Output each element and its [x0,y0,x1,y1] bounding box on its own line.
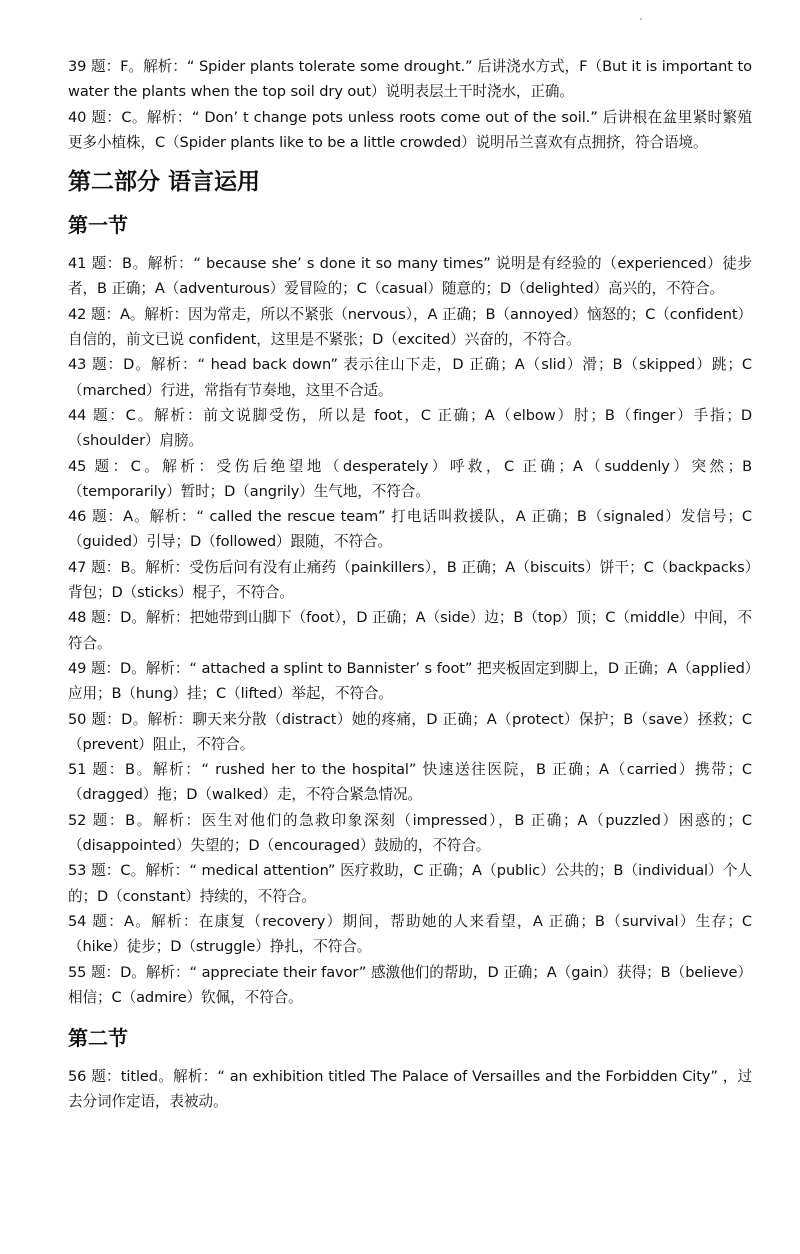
answer-item-41: 41 题：B。解析：“ because she’ s done it so many times” 说明是有经验的（experienced）徒步者，B 正确；A（adventurous）爱冒险的；C（casual）随意的；D（delighted）高兴的，不符合。 [68,255,752,298]
answer-item-56: 56 题：titled。解析：“ an exhibition titled The Palace of Versailles and the Forbidden City” ，过去分词作定语，表被动。 [68,1068,752,1111]
answer-item-50: 50 题：D。解析：聊天来分散（distract）她的疼痛，D 正确；A（protect）保护；B（save）拯救；C（prevent）阻止，不符合。 [68,710,752,753]
answer-item-52: 52 题：B。解析：医生对他们的急救印象深刻（impressed），B 正确；A（puzzled）困惑的；C（disappointed）失望的；D（encouraged）鼓励的，不符合。 [68,811,752,855]
answer-item-42: 42 题：A。解析：因为常走，所以不紧张（nervous），A 正确；B（annoyed）恼怒的；C（confident）自信的，前文已说 confident，这里是不紧张；D（excited）兴奋的，不符合。 [68,305,752,349]
answer-item-39: 39 题：F。解析：“ Spider plants tolerate some drought.” 后讲浇水方式，F（But it is important to water the plants when the top soil dry out）说明表层土干时浇水，正确。 [68,58,752,101]
answer-item-54: 54 题：A。解析：在康复（recovery）期间，帮助她的人来看望，A 正确；B（survival）生存；C（hike）徒步；D（struggle）挣扎，不符合。 [68,912,752,956]
answer-item-44: 44 题：C。解析：前文说脚受伤，所以是 foot，C 正确；A（elbow）肘；B（finger）手指；D（shoulder）肩膀。 [68,406,752,450]
answer-item-46: 46 题：A。解析：“ called the rescue team” 打电话叫救援队，A 正确；B（signaled）发信号；C（guided）引导；D（followed）跟随，不符合。 [68,508,752,551]
answer-item-47: 47 题：B。解析：受伤后问有没有止痛药（painkillers），B 正确；A（biscuits）饼干；C（backpacks）背包；D（sticks）棍子，不符合。 [68,558,752,602]
section-two-title: 第二节 [68,1026,128,1051]
answer-item-53: 53 题：C。解析：“ medical attention” 医疗救助，C 正确；A（public）公共的；B（individual）个人的；D（constant）持续的，不符合。 [68,862,752,905]
answer-item-49: 49 题：D。解析：“ attached a splint to Bannister’ s foot” 把夹板固定到脚上，D 正确；A（applied）应用；B（hung）挂；C（lifted）举起，不符合。 [68,659,752,703]
answer-item-48: 48 题：D。解析：把她带到山脚下（foot），D 正确；A（side）边；B（top）顶；C（middle）中间，不符合。 [68,609,752,652]
answer-item-45: 45 题：C。解析：受伤后绝望地（desperately）呼救，C 正确；A（suddenly）突然；B（temporarily）暂时；D（angrily）生气地，不符合。 [68,457,752,500]
section-one-title: 第一节 [68,213,128,238]
part-two-title: 第二部分 语言运用 [68,169,261,196]
scan-speck [640,18,642,20]
answer-item-51: 51 题：B。解析：“ rushed her to the hospital” 快速送往医院，B 正确；A（carried）携带；C（dragged）拖；D（walked）走，不符合紧急情况。 [68,761,752,804]
answer-item-55: 55 题：D。解析：“ appreciate their favor” 感激他们的帮助，D 正确；A（gain）获得；B（believe）相信；C（admire）钦佩，不符合。 [68,963,752,1006]
answer-key-page [68,54,752,1115]
answer-item-43: 43 题：D。解析：“ head back down” 表示往山下走，D 正确；A（slid）滑；B（skipped）跳；C（marched）行进，常指有节奏地，这里不合适。 [68,356,752,399]
answer-item-40: 40 题：C。解析：“ Don’ t change pots unless roots come out of the soil.” 后讲根在盆里紧时繁殖更多小植株，C（Spider plants like to be a little crowded）说明吊兰喜欢有点拥挤，符合语境。 [68,108,752,151]
